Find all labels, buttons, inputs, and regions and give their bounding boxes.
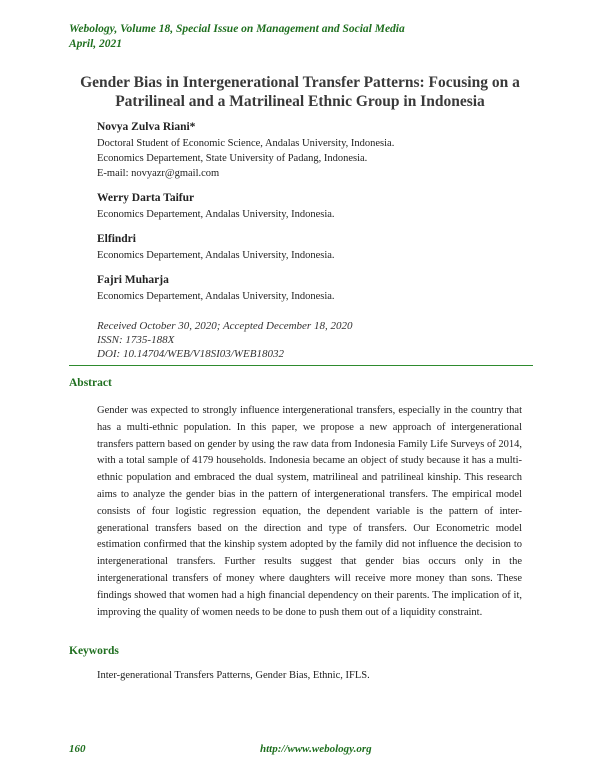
doi: DOI: 10.14704/WEB/V18SI03/WEB18032 xyxy=(97,348,284,360)
author-block-2 xyxy=(97,191,335,222)
keywords-heading: Keywords xyxy=(69,645,119,657)
author-affiliation: Economics Departement, State University of Padang, Indonesia. xyxy=(97,153,368,164)
page-number: 160 xyxy=(69,743,86,755)
section-divider xyxy=(69,365,533,366)
publication-info xyxy=(97,319,352,361)
abstract-heading: Abstract xyxy=(69,377,112,389)
author-affiliation: Doctoral Student of Economic Science, Andalas University, Indonesia. xyxy=(97,138,395,149)
author-block-4 xyxy=(97,273,335,304)
journal-volume-line: Webology, Volume 18, Special Issue on Management and Social Media xyxy=(69,23,405,35)
author-name: Novya Zulva Riani* xyxy=(97,121,196,133)
author-name: Fajri Muharja xyxy=(97,274,169,286)
journal-header xyxy=(69,22,405,52)
journal-date-line: April, 2021 xyxy=(69,38,123,50)
received-date: Received October 30, 2020; Accepted December 18, 2020 xyxy=(97,320,353,332)
paper-title-line-1: Gender Bias in Intergenerational Transfer Patterns: Focusing on a xyxy=(80,74,520,91)
author-name: Werry Darta Taifur xyxy=(97,192,195,204)
paper-title xyxy=(60,73,540,111)
paper-title-line-2: Patrilineal and a Matrilineal Ethnic Group in Indonesia xyxy=(115,93,485,110)
author-name: Elfindri xyxy=(97,233,136,245)
footer-url[interactable]: http://www.webology.org xyxy=(260,743,372,755)
issn: ISSN: 1735-188X xyxy=(97,334,175,346)
author-email: E-mail: novyazr@gmail.com xyxy=(97,168,220,179)
author-affiliation: Economics Departement, Andalas University, Indonesia. xyxy=(97,209,335,220)
author-block-3 xyxy=(97,232,335,263)
author-affiliation: Economics Departement, Andalas University, Indonesia. xyxy=(97,291,335,302)
author-block-1 xyxy=(97,120,394,181)
abstract-body: Gender was expected to strongly influence intergenerational transfers, especially in the country that has a multi-ethnic population. In this paper, we propose a new approach of intergenerational transfers pattern based on gender by using the raw data from Indonesia Family Life Surveys of 2014, with a total sample of 4179 households. Indonesia became an object of study because it has a multi-ethnic population and embraced the dual system, matrilineal and patrilineal kinship. This research aims to analyze the gender bias in the pattern of intergenerational transfers. The empirical model consists of four logistic regression equation, the dependent variable is the pattern of inter-generational transfers based on the direction and type of transfers. Our Econometric model estimation confirmed that the kinship system adopted by the family did not influence the decision to intergenerational transfers. Further results suggest that gender bias occurs only in the intergenerational transfers of money where daughters will receive more money than sons. These findings showed that women had a high financial dependency on their parents. The implication of it, improving the quality of women needs to be done to push them out of a liquidity constraint. xyxy=(97,405,522,618)
keywords-body: Inter-generational Transfers Patterns, Gender Bias, Ethnic, IFLS. xyxy=(97,670,370,681)
author-affiliation: Economics Departement, Andalas University, Indonesia. xyxy=(97,250,335,261)
